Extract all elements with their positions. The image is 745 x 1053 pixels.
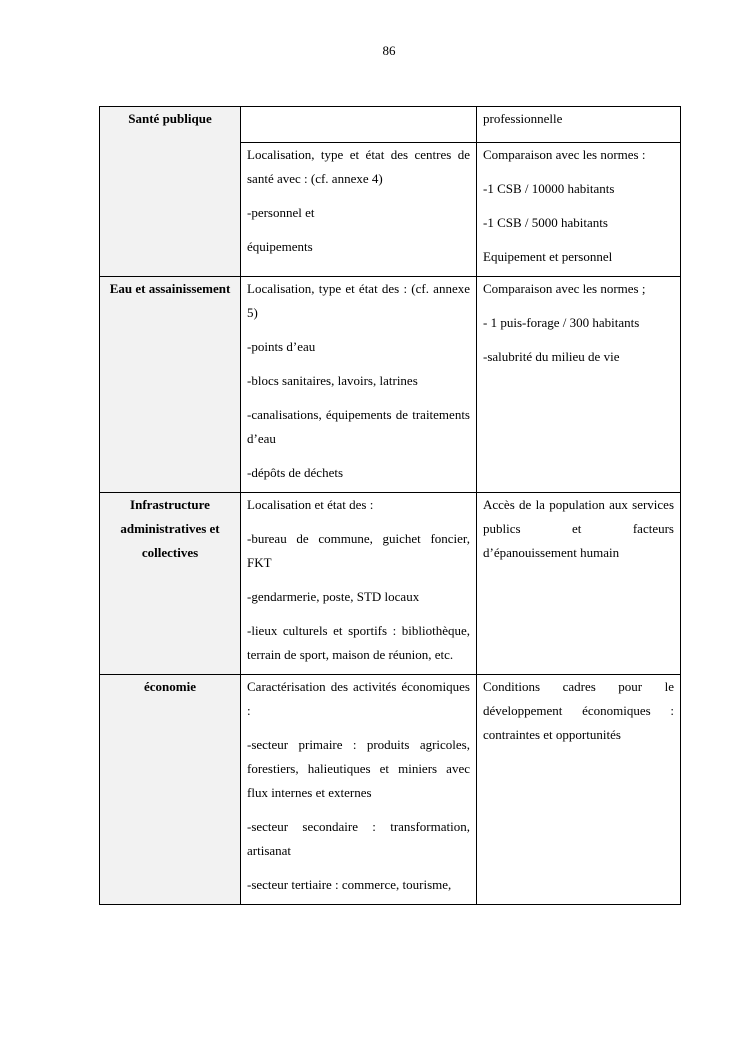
cell-text: -points d’eau (247, 339, 316, 354)
category-cell-eau (100, 277, 241, 493)
cell-text: -gendarmerie, poste, STD locaux (247, 589, 420, 604)
category-cell-infrastructure (100, 493, 241, 675)
cell-text: -bureau de commune, guichet foncier, FKT (247, 531, 470, 570)
cell-text: Comparaison avec les normes ; (483, 281, 646, 296)
right-cell (477, 143, 681, 277)
cell-text: -canalisations, équipements de traitements d’eau (247, 407, 470, 446)
table-row (100, 277, 681, 493)
table-row (100, 675, 681, 905)
cell-text: Localisation, type et état des centres de santé avec : (cf. annexe 4) (247, 147, 470, 186)
mid-cell (241, 277, 477, 493)
cell-text: Conditions cadres pour le développement économiques : contraintes et opportunités (483, 679, 674, 742)
cell-text: Comparaison avec les normes : (483, 147, 646, 162)
cell-text: équipements (247, 239, 313, 254)
mid-cell (241, 107, 477, 143)
right-cell (477, 107, 681, 143)
cell-text: -dépôts de déchets (247, 465, 344, 480)
category-label: Infrastructure (130, 497, 210, 512)
mid-cell (241, 675, 477, 905)
mid-cell (241, 493, 477, 675)
cell-text: -1 CSB / 5000 habitants (483, 215, 608, 230)
table-row (100, 107, 681, 143)
cell-text: Equipement et personnel (483, 249, 613, 264)
page-number: 86 (382, 43, 396, 58)
cell-text: -lieux culturels et sportifs : bibliothèque, terrain de sport, maison de réunion, etc. (247, 623, 470, 662)
cell-text: -personnel et (247, 205, 315, 220)
cell-text: -salubrité du milieu de vie (483, 349, 620, 364)
cell-text: Localisation, type et état des : (cf. annexe 5) (247, 281, 470, 320)
mid-cell (241, 143, 477, 277)
category-label: Eau et assainissement (109, 281, 231, 296)
right-cell (477, 277, 681, 493)
cell-text: -1 CSB / 10000 habitants (483, 181, 615, 196)
indicators-table (99, 106, 681, 905)
category-cell-sante (100, 107, 241, 277)
cell-text: - 1 puis-forage / 300 habitants (483, 315, 640, 330)
category-cell-economie (100, 675, 241, 905)
right-cell (477, 493, 681, 675)
right-cell (477, 675, 681, 905)
category-label: Santé publique (128, 111, 212, 126)
table-row (100, 493, 681, 675)
cell-text: -secteur secondaire : transformation, artisanat (247, 819, 470, 858)
category-label: administratives et (120, 521, 220, 536)
cell-text: Accès de la population aux services publics et facteurs d’épanouissement humain (483, 497, 674, 560)
cell-text: Caractérisation des activités économiques : (247, 679, 470, 718)
cell-text: -secteur tertiaire : commerce, tourisme, (247, 877, 452, 892)
cell-text: professionnelle (483, 111, 563, 126)
category-label: économie (144, 679, 196, 694)
cell-text: -secteur primaire : produits agricoles, forestiers, halieutiques et miniers avec flux internes et externes (247, 737, 470, 800)
category-label: collectives (141, 545, 199, 560)
cell-text: -blocs sanitaires, lavoirs, latrines (247, 373, 418, 388)
cell-text: Localisation et état des : (247, 497, 374, 512)
